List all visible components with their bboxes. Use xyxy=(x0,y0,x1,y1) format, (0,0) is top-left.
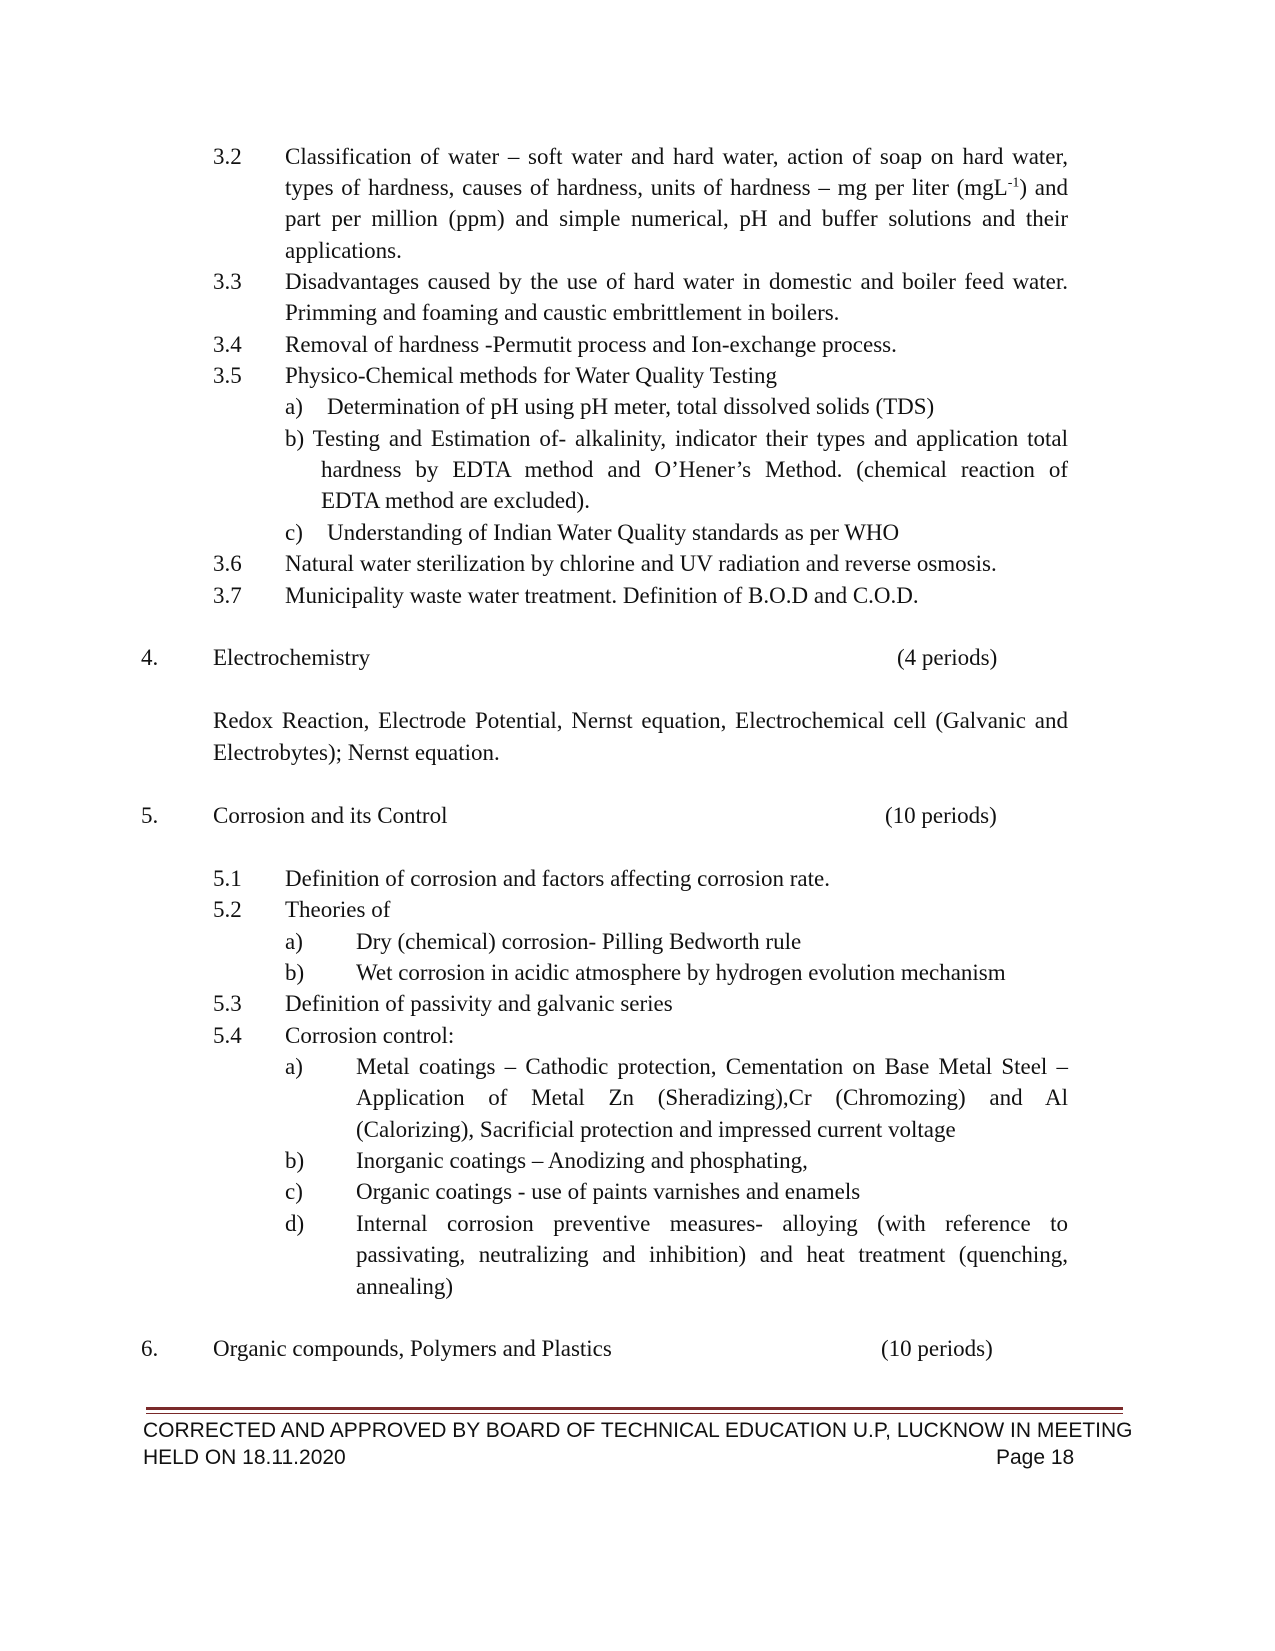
section-paragraph: Electrobytes); Nernst equation. xyxy=(213,740,500,765)
subitem-text: passivating, neutralizing and inhibition) and heat treatment (quenching, xyxy=(356,1242,1068,1267)
footer-approval-line: CORRECTED AND APPROVED BY BOARD OF TECHNICAL EDUCATION U.P, LUCKNOW IN MEETING xyxy=(143,1419,1133,1442)
footer-rule-thin xyxy=(146,1413,1123,1414)
subitem-text: Determination of pH using pH meter, total dissolved solids (TDS) xyxy=(327,394,935,419)
item-text-line: types of hardness, causes of hardness, units of hardness – mg per liter (mgL$^{-1}$) and xyxy=(285,175,1068,200)
footer-approval-date: HELD ON 18.11.2020 xyxy=(143,1446,346,1469)
subitem-label: a) xyxy=(285,394,303,419)
item-number: 3.5 xyxy=(213,363,242,388)
subitem-text: Application of Metal Zn (Sheradizing),Cr (Chromozing) and Al xyxy=(356,1085,1068,1110)
item-text-line: Primming and foaming and caustic embrittlement in boilers. xyxy=(285,300,840,325)
subitem-text: EDTA method are excluded). xyxy=(321,488,590,513)
subitem-label: b) xyxy=(285,1148,305,1173)
subitem-text: (Calorizing), Sacrificial protection and impressed current voltage xyxy=(356,1117,956,1142)
item-text-line: part per million (ppm) and simple numerical, pH and buffer solutions and their xyxy=(285,206,1068,231)
subitem-text: b) Testing and Estimation of- alkalinity, indicator their types and application total xyxy=(285,426,1068,451)
item-text-line: Definition of corrosion and factors affecting corrosion rate. xyxy=(285,866,830,891)
subitem-text: Organic coatings - use of paints varnishes and enamels xyxy=(356,1179,861,1204)
item-text-line: Removal of hardness -Permutit process and Ion-exchange process. xyxy=(285,332,897,357)
item-text-line: Definition of passivity and galvanic series xyxy=(285,991,673,1016)
item-number: 3.6 xyxy=(213,551,242,576)
item-text-line: Disadvantages caused by the use of hard water in domestic and boiler feed water. xyxy=(285,269,1068,294)
section-periods: (10 periods) xyxy=(885,803,997,828)
section-number: 4. xyxy=(141,645,159,670)
section-number: 5. xyxy=(141,803,159,828)
subitem-text: hardness by EDTA method and O’Hener’s Method. (chemical reaction of xyxy=(321,457,1068,482)
item-number: 3.7 xyxy=(213,583,242,608)
item-number: 3.3 xyxy=(213,269,242,294)
item-text-line: Physico-Chemical methods for Water Quality Testing xyxy=(285,363,778,388)
item-text-line: Corrosion control: xyxy=(285,1023,455,1048)
section-title: Organic compounds, Polymers and Plastics xyxy=(213,1336,612,1361)
subitem-label: b) xyxy=(285,960,305,985)
subitem-label: a) xyxy=(285,1054,303,1079)
subitem-text: Dry (chemical) corrosion- Pilling Bedworth rule xyxy=(356,929,802,954)
subitem-text: Understanding of Indian Water Quality standards as per WHO xyxy=(327,520,900,545)
item-number: 3.4 xyxy=(213,332,242,357)
subitem-label: c) xyxy=(285,1179,303,1204)
subitem-text: Inorganic coatings – Anodizing and phosphating, xyxy=(356,1148,808,1173)
item-text-line: Natural water sterilization by chlorine and UV radiation and reverse osmosis. xyxy=(285,551,997,576)
subitem-text: Metal coatings – Cathodic protection, Cementation on Base Metal Steel – xyxy=(356,1054,1068,1079)
item-number: 5.3 xyxy=(213,991,242,1016)
item-number: 5.2 xyxy=(213,897,242,922)
page-number: Page 18 xyxy=(996,1446,1075,1469)
section-periods: (10 periods) xyxy=(881,1336,993,1361)
subitem-label: c) xyxy=(285,520,303,545)
subitem-label: d) xyxy=(285,1211,305,1236)
section-title: Corrosion and its Control xyxy=(213,803,448,828)
item-text-line: Theories of xyxy=(285,897,391,922)
section-number: 6. xyxy=(141,1336,159,1361)
item-text-line: Municipality waste water treatment. Definition of B.O.D and C.O.D. xyxy=(285,583,919,608)
item-number: 5.4 xyxy=(213,1023,242,1048)
section-paragraph: Redox Reaction, Electrode Potential, Nernst equation, Electrochemical cell (Galvanic and xyxy=(213,708,1068,733)
item-text-line: Classification of water – soft water and hard water, action of soap on hard water, xyxy=(285,144,1068,169)
subitem-label: a) xyxy=(285,929,303,954)
footer-rule xyxy=(146,1407,1123,1410)
subitem-text: Internal corrosion preventive measures- alloying (with reference to xyxy=(356,1211,1068,1236)
item-number: 5.1 xyxy=(213,866,242,891)
subitem-text: annealing) xyxy=(356,1274,454,1299)
subitem-text: Wet corrosion in acidic atmosphere by hydrogen evolution mechanism xyxy=(356,960,1006,985)
section-periods: (4 periods) xyxy=(897,645,998,670)
section-title: Electrochemistry xyxy=(213,645,371,670)
item-text-line: applications. xyxy=(285,238,402,263)
item-number: 3.2 xyxy=(213,144,242,169)
